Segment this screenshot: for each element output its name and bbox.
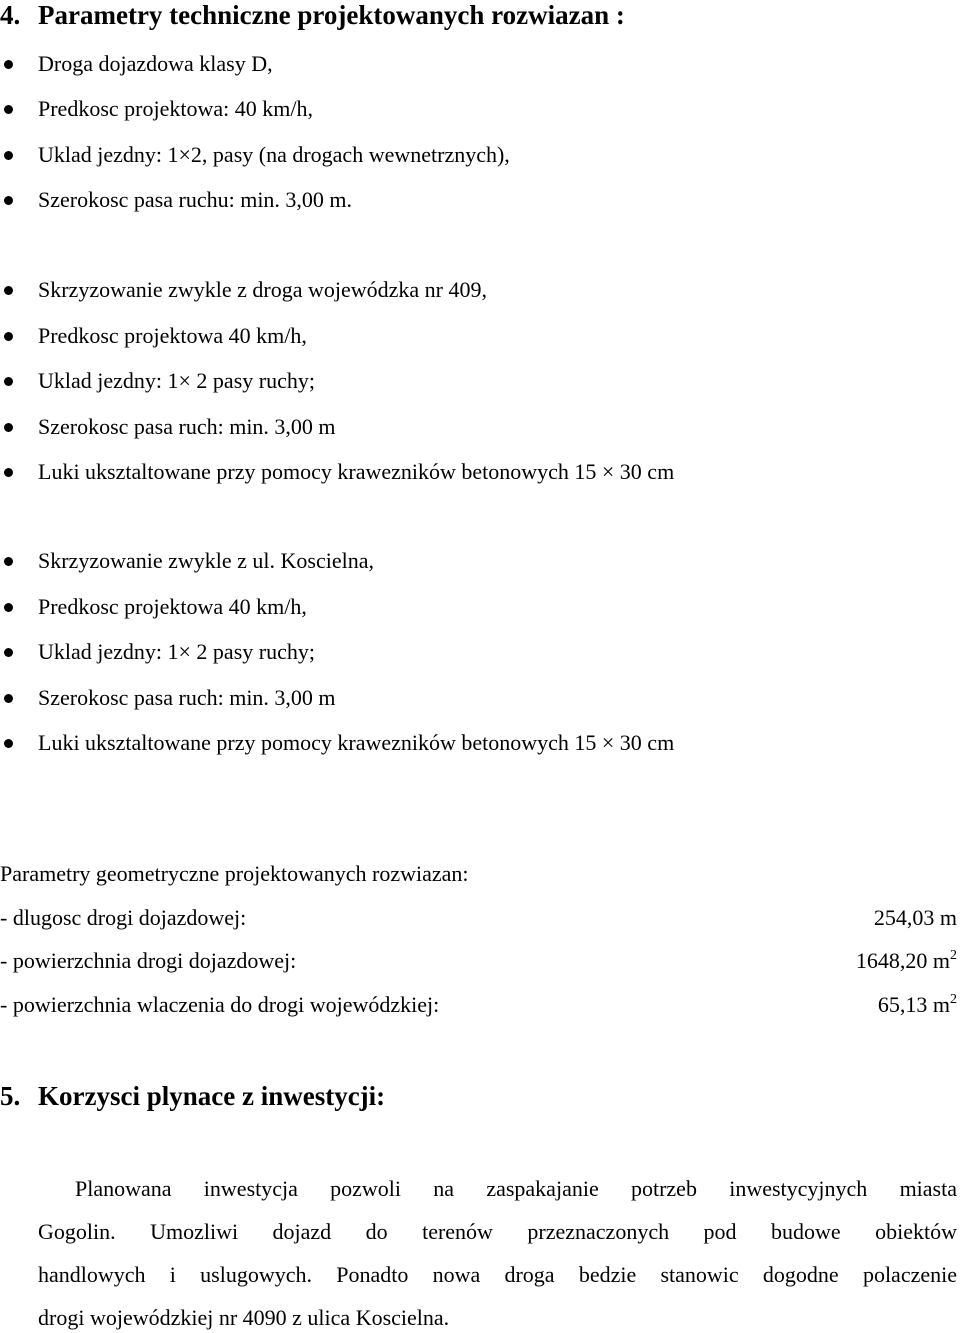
bullet-icon bbox=[4, 60, 13, 69]
bullet-icon bbox=[4, 151, 13, 160]
bullet-icon bbox=[4, 377, 13, 386]
paragraph-line: drogi wojewódzkiej nr 4090 z ulica Koscielna. bbox=[38, 1305, 450, 1330]
paragraph-line: Gogolin. Umozliwi dojazd do terenów przeznaczonych pod budowe obiektów bbox=[38, 1219, 957, 1244]
metric-label: - dlugosc drogi dojazdowej: bbox=[0, 905, 247, 930]
paragraph-line: handlowych i uslugowych. Ponadto nowa droga bedzie stanowic dogodne polaczenie bbox=[38, 1262, 957, 1287]
bullet-icon bbox=[4, 286, 13, 295]
bullet-icon bbox=[4, 196, 13, 205]
geometry-heading: Parametry geometryczne projektowanych rozwiazan: bbox=[0, 861, 469, 886]
paragraph-line: Planowana inwestycja pozwoli na zaspakajanie potrzeb inwestycyjnych miasta bbox=[75, 1176, 957, 1201]
section-title: Parametry techniczne projektowanych rozwiazan : bbox=[38, 0, 625, 30]
section-title: Korzysci plynace z inwestycji: bbox=[38, 1081, 386, 1111]
metric-label: - powierzchnia wlaczenia do drogi wojewódzkiej: bbox=[0, 992, 440, 1017]
section-4-heading bbox=[0, 0, 625, 30]
metric-value: 1648,20 $m^2$ bbox=[855, 948, 957, 973]
bullet-icon bbox=[4, 468, 13, 477]
metric-label: - powierzchnia drogi dojazdowej: bbox=[0, 948, 297, 973]
bullet-icon bbox=[4, 557, 13, 566]
metric-value: 254,03 m bbox=[873, 905, 957, 930]
bullet-icon bbox=[4, 105, 13, 114]
section-5-heading bbox=[0, 1081, 385, 1111]
bullet-icon bbox=[4, 694, 13, 703]
section-number: 4. bbox=[0, 0, 21, 30]
bullet-icon bbox=[4, 648, 13, 657]
metric-value: 65,13 $m^2$ bbox=[877, 992, 957, 1017]
bullet-icon bbox=[4, 423, 13, 432]
section-number: 5. bbox=[0, 1081, 21, 1111]
bullet-icon bbox=[4, 739, 13, 748]
bullet-icon bbox=[4, 332, 13, 341]
bullet-icon bbox=[4, 603, 13, 612]
